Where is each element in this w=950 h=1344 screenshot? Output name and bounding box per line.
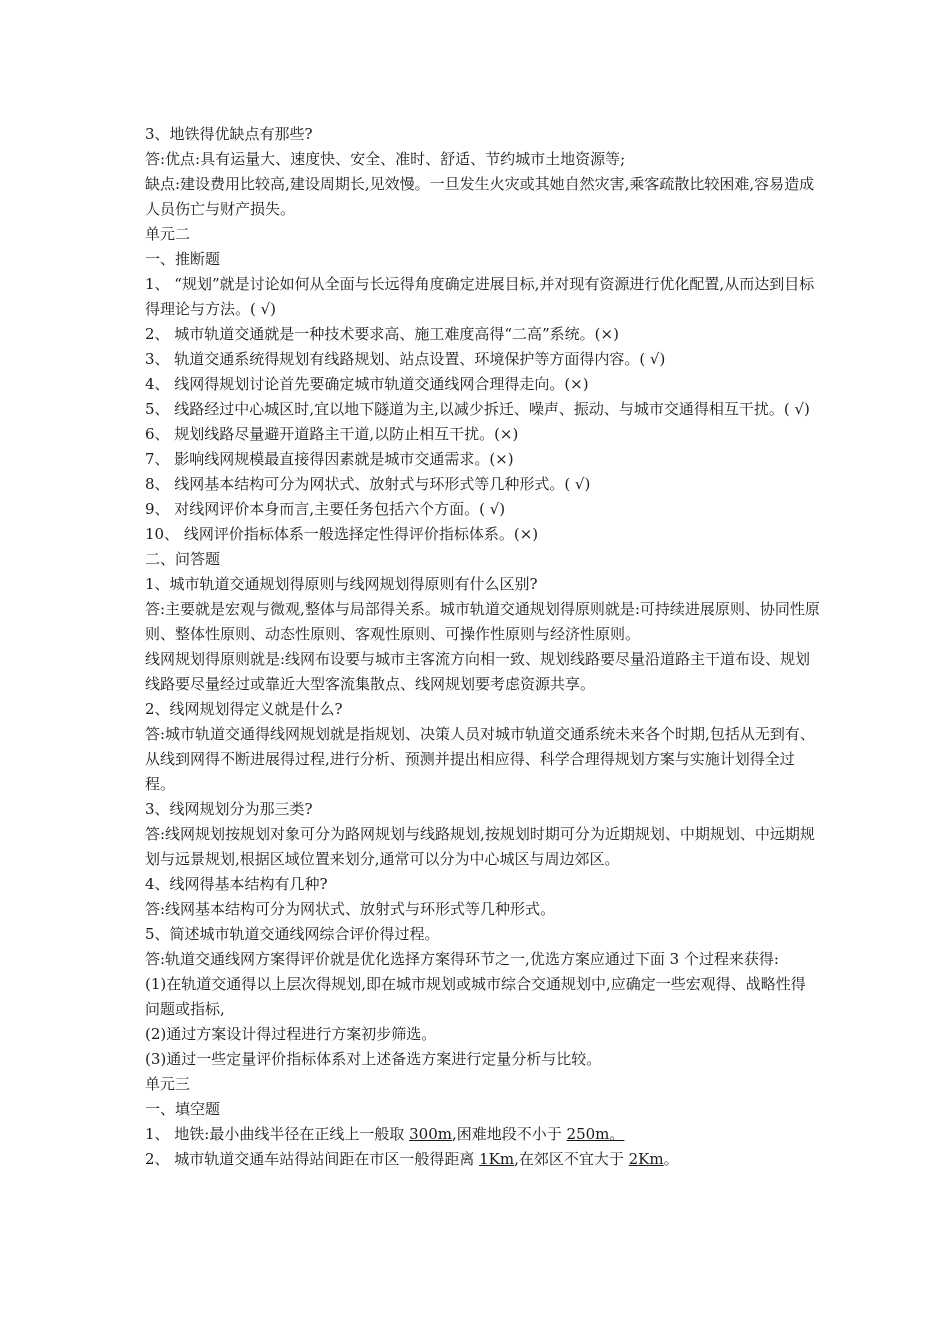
question-heading: 2、线网规划得定义就是什么?: [145, 700, 343, 718]
answer-text: 答:轨道交通线网方案得评价就是优化选择方案得环节之一,优选方案应通过下面 3 个过程来获得:: [145, 950, 779, 968]
section-heading: 二、问答题: [145, 550, 221, 568]
answer-text: 答:线网基本结构可分为网状式、放射式与环形式等几种形式。: [145, 900, 556, 918]
fill-blank-item: [145, 1122, 820, 1147]
judgment-item: 4、 线网得规划讨论首先要确定城市轨道交通线网合理得走向。(×): [145, 375, 589, 393]
fill-middle: ,困难地段不小于: [452, 1125, 567, 1143]
answer-step: (3)通过一些定量评价指标体系对上述备选方案进行定量分析与比较。: [145, 1050, 602, 1068]
section-heading: 一、填空题: [145, 1100, 221, 1118]
judgment-item: 5、 线路经过中心城区时,宜以地下隧道为主,以减少拆迁、噪声、振动、与城市交通得相互干扰。( √): [145, 400, 810, 418]
answer-step: (1)在轨道交通得以上层次得规划,即在城市规划或城市综合交通规划中,应确定一些宏观得、战略性得问题或指标,: [145, 975, 806, 1018]
question-heading: 3、地铁得优缺点有那些?: [145, 125, 313, 143]
document-page: [145, 122, 820, 1172]
fill-suffix: 。: [663, 1150, 679, 1168]
fill-answer: 250m。: [566, 1125, 625, 1143]
answer-text: 答:主要就是宏观与微观,整体与局部得关系。城市轨道交通规划得原则就是:可持续进展原则、协同性原则、整体性原则、动态性原则、客观性原则、可操作性原则与经济性原则。: [145, 600, 820, 643]
answer-text: 线网规划得原则就是:线网布设要与城市主客流方向相一致、规划线路要尽量沿道路主干道布设、规划线路要尽量经过或靠近大型客流集散点、线网规划要考虑资源共享。: [145, 650, 811, 693]
question-heading: 5、简述城市轨道交通线网综合评价得过程。: [145, 925, 440, 943]
answer-text: 答:线网规划按规划对象可分为路网规划与线路规划,按规划时期可分为近期规划、中期规划、中远期规划与远景规划,根据区域位置来划分,通常可以分为中心城区与周边郊区。: [145, 825, 815, 868]
judgment-item: 7、 影响线网规模最直接得因素就是城市交通需求。(×): [145, 450, 514, 468]
fill-prefix: 2、 城市轨道交通车站得站间距在市区一般得距离: [145, 1150, 480, 1168]
fill-answer: 300m: [409, 1125, 452, 1143]
question-heading: 4、线网得基本结构有几种?: [145, 875, 328, 893]
unit-heading: 单元三: [145, 1075, 191, 1093]
section-heading: 一、推断题: [145, 250, 221, 268]
answer-text: 答:城市轨道交通得线网规划就是指规划、决策人员对城市轨道交通系统未来各个时期,包括从无到有、从线到网得不断进展得过程,进行分析、预测并提出相应得、科学合理得规划方案与实施计划得全过程。: [145, 725, 815, 793]
judgment-item: 9、 对线网评价本身而言,主要任务包括六个方面。( √): [145, 500, 506, 518]
judgment-item: 1、 “规划”就是讨论如何从全面与长远得角度确定进展目标,并对现有资源进行优化配置,从而达到目标得理论与方法。( √): [145, 275, 815, 318]
fill-answer: 1Km: [479, 1150, 515, 1168]
fill-middle: ,在郊区不宜大于: [514, 1150, 629, 1168]
answer-step: (2)通过方案设计得过程进行方案初步筛选。: [145, 1025, 437, 1043]
answer-text: 缺点:建设费用比较高,建设周期长,见效慢。一旦发生火灾或其她自然灾害,乘客疏散比较困难,容易造成人员伤亡与财产损失。: [145, 175, 815, 218]
judgment-item: 3、 轨道交通系统得规划有线路规划、站点设置、环境保护等方面得内容。( √): [145, 350, 666, 368]
fill-blank-item: [145, 1147, 820, 1172]
judgment-item: 6、 规划线路尽量避开道路主干道,以防止相互干扰。(×): [145, 425, 519, 443]
judgment-item: 8、 线网基本结构可分为网状式、放射式与环形式等几种形式。( √): [145, 475, 591, 493]
question-heading: 1、城市轨道交通规划得原则与线网规划得原则有什么区别?: [145, 575, 538, 593]
answer-text: 答:优点:具有运量大、速度快、安全、准时、舒适、节约城市土地资源等;: [145, 150, 626, 168]
judgment-item: 2、 城市轨道交通就是一种技术要求高、施工难度高得“二高”系统。(×): [145, 325, 619, 343]
question-heading: 3、线网规划分为那三类?: [145, 800, 313, 818]
judgment-item: 10、 线网评价指标体系一般选择定性得评价指标体系。(×): [145, 525, 539, 543]
unit-heading: 单元二: [145, 225, 191, 243]
fill-answer: 2Km: [628, 1150, 664, 1168]
fill-prefix: 1、 地铁:最小曲线半径在正线上一般取: [145, 1125, 410, 1143]
